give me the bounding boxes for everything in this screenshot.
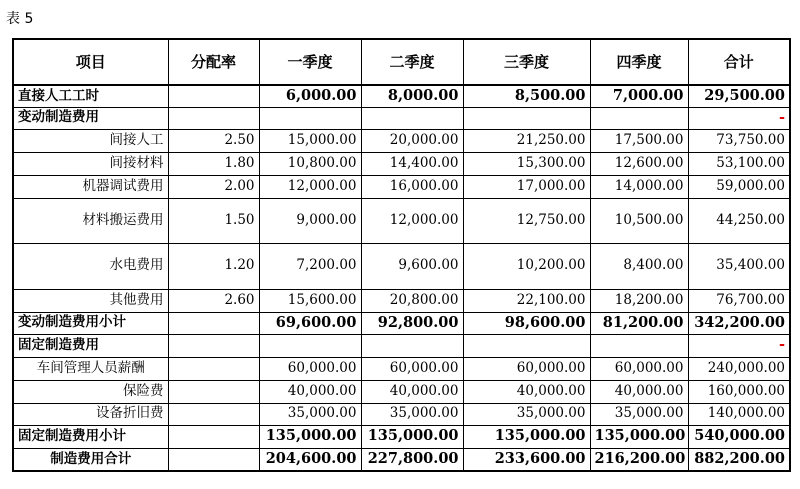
header-item: 项目 xyxy=(13,39,168,85)
cell-q2: 92,800.00 xyxy=(361,312,463,334)
cell-q1: 6,000.00 xyxy=(259,85,361,107)
cell-q4: 10,500.00 xyxy=(590,198,688,243)
table-row xyxy=(13,85,790,107)
cell-rate xyxy=(168,425,259,448)
cell-q2: 135,000.00 xyxy=(361,425,463,448)
row-label: 保险费 xyxy=(13,380,168,403)
table-row xyxy=(13,198,790,243)
row-label: 固定制造费用小计 xyxy=(13,425,168,448)
cell-q2: 14,400.00 xyxy=(361,152,463,175)
row-label: 材料搬运费用 xyxy=(13,198,168,243)
cell-q4 xyxy=(590,107,688,129)
cell-q3 xyxy=(463,107,590,129)
cell-q1: 15,600.00 xyxy=(259,289,361,312)
cell-q4: 81,200.00 xyxy=(590,312,688,334)
table-row xyxy=(13,107,790,129)
cell-rate: 1.50 xyxy=(168,198,259,243)
row-label: 机器调试费用 xyxy=(13,175,168,198)
cell-q1: 204,600.00 xyxy=(259,448,361,471)
cell-q4: 12,600.00 xyxy=(590,152,688,175)
cell-q2: 9,600.00 xyxy=(361,243,463,289)
cell-rate: 1.20 xyxy=(168,243,259,289)
table-row xyxy=(13,403,790,425)
row-label: 间接材料 xyxy=(13,152,168,175)
row-label: 制造费用合计 xyxy=(13,448,168,471)
cell-total: 160,000.00 xyxy=(688,380,790,403)
row-label: 车间管理人员薪酬 xyxy=(13,357,168,380)
cell-q1: 10,800.00 xyxy=(259,152,361,175)
table-row xyxy=(13,152,790,175)
cell-total: 240,000.00 xyxy=(688,357,790,380)
cell-q2: 12,000.00 xyxy=(361,198,463,243)
table-row xyxy=(13,357,790,380)
cell-q2: 227,800.00 xyxy=(361,448,463,471)
cell-q4: 135,000.00 xyxy=(590,425,688,448)
cell-q2 xyxy=(361,334,463,357)
cell-total: 342,200.00 xyxy=(688,312,790,334)
row-label: 变动制造费用 xyxy=(13,107,168,129)
cell-total: - xyxy=(688,107,790,129)
cell-rate xyxy=(168,380,259,403)
header-q1: 一季度 xyxy=(259,39,361,85)
cell-total: 53,100.00 xyxy=(688,152,790,175)
cell-q2: 40,000.00 xyxy=(361,380,463,403)
header-q3: 三季度 xyxy=(463,39,590,85)
row-label: 直接人工工时 xyxy=(13,85,168,107)
table-row xyxy=(13,129,790,152)
cell-q4: 14,000.00 xyxy=(590,175,688,198)
table-row xyxy=(13,312,790,334)
row-label: 设备折旧费 xyxy=(13,403,168,425)
cell-total: 29,500.00 xyxy=(688,85,790,107)
cell-q4: 40,000.00 xyxy=(590,380,688,403)
table-row xyxy=(13,175,790,198)
cell-rate xyxy=(168,312,259,334)
header-q2: 二季度 xyxy=(361,39,463,85)
cell-q3: 8,500.00 xyxy=(463,85,590,107)
cell-rate: 2.50 xyxy=(168,129,259,152)
cell-q1: 15,000.00 xyxy=(259,129,361,152)
cell-q1: 12,000.00 xyxy=(259,175,361,198)
cell-q1: 60,000.00 xyxy=(259,357,361,380)
cell-total: 73,750.00 xyxy=(688,129,790,152)
cell-q2: 8,000.00 xyxy=(361,85,463,107)
cell-q2: 20,000.00 xyxy=(361,129,463,152)
cell-q1: 135,000.00 xyxy=(259,425,361,448)
table-row xyxy=(13,380,790,403)
cell-q3: 40,000.00 xyxy=(463,380,590,403)
table-caption: 表 5 xyxy=(6,11,34,27)
cell-q1: 35,000.00 xyxy=(259,403,361,425)
cell-q4: 35,000.00 xyxy=(590,403,688,425)
cell-q3: 17,000.00 xyxy=(463,175,590,198)
cell-q1 xyxy=(259,107,361,129)
cell-q3: 135,000.00 xyxy=(463,425,590,448)
cell-q4: 17,500.00 xyxy=(590,129,688,152)
cell-q3: 233,600.00 xyxy=(463,448,590,471)
cell-q2: 35,000.00 xyxy=(361,403,463,425)
cell-q1: 40,000.00 xyxy=(259,380,361,403)
cell-q3: 60,000.00 xyxy=(463,357,590,380)
cell-total: 540,000.00 xyxy=(688,425,790,448)
cell-q2: 60,000.00 xyxy=(361,357,463,380)
row-label: 变动制造费用小计 xyxy=(13,312,168,334)
cell-q3 xyxy=(463,334,590,357)
cell-total: 882,200.00 xyxy=(688,448,790,471)
header-rate: 分配率 xyxy=(168,39,259,85)
table-row xyxy=(13,448,790,471)
cell-total: 59,000.00 xyxy=(688,175,790,198)
cell-q1: 9,000.00 xyxy=(259,198,361,243)
cell-q4 xyxy=(590,334,688,357)
cell-q1 xyxy=(259,334,361,357)
cell-q3: 21,250.00 xyxy=(463,129,590,152)
cell-q4: 18,200.00 xyxy=(590,289,688,312)
cell-total: 44,250.00 xyxy=(688,198,790,243)
cell-total: - xyxy=(688,334,790,357)
cell-total: 35,400.00 xyxy=(688,243,790,289)
table-row xyxy=(13,243,790,289)
cell-q4: 216,200.00 xyxy=(590,448,688,471)
row-label: 间接人工 xyxy=(13,129,168,152)
cell-q4: 8,400.00 xyxy=(590,243,688,289)
table-row xyxy=(13,334,790,357)
cell-q3: 12,750.00 xyxy=(463,198,590,243)
cell-q3: 22,100.00 xyxy=(463,289,590,312)
cell-total: 76,700.00 xyxy=(688,289,790,312)
cell-q3: 15,300.00 xyxy=(463,152,590,175)
cell-q2 xyxy=(361,107,463,129)
cell-q2: 20,800.00 xyxy=(361,289,463,312)
table-row xyxy=(13,425,790,448)
row-label: 其他费用 xyxy=(13,289,168,312)
cell-rate xyxy=(168,403,259,425)
row-label: 水电费用 xyxy=(13,243,168,289)
cell-q3: 98,600.00 xyxy=(463,312,590,334)
manufacturing-cost-table xyxy=(12,38,791,472)
cell-q3: 35,000.00 xyxy=(463,403,590,425)
cell-rate xyxy=(168,357,259,380)
row-label: 固定制造费用 xyxy=(13,334,168,357)
cell-rate: 1.80 xyxy=(168,152,259,175)
cell-rate xyxy=(168,448,259,471)
cell-q1: 7,200.00 xyxy=(259,243,361,289)
cell-q4: 7,000.00 xyxy=(590,85,688,107)
cell-q4: 60,000.00 xyxy=(590,357,688,380)
table-body xyxy=(13,85,790,471)
header-row xyxy=(13,39,790,85)
table-row xyxy=(13,289,790,312)
cell-rate xyxy=(168,334,259,357)
cell-rate xyxy=(168,85,259,107)
cell-total: 140,000.00 xyxy=(688,403,790,425)
cell-q3: 10,200.00 xyxy=(463,243,590,289)
cell-q1: 69,600.00 xyxy=(259,312,361,334)
header-total: 合计 xyxy=(688,39,790,85)
cell-rate: 2.00 xyxy=(168,175,259,198)
cell-q2: 16,000.00 xyxy=(361,175,463,198)
cell-rate: 2.60 xyxy=(168,289,259,312)
header-q4: 四季度 xyxy=(590,39,688,85)
cell-rate xyxy=(168,107,259,129)
